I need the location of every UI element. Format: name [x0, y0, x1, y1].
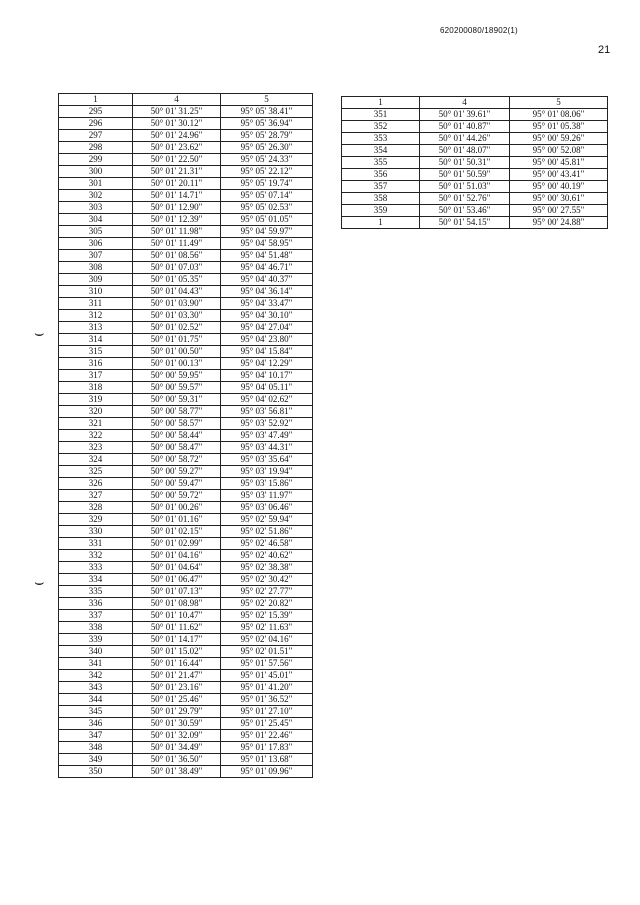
table-row — [59, 190, 313, 202]
longitude-cell: 95° 01' 09.96" — [221, 766, 313, 778]
point-number-cell: 317 — [59, 370, 133, 382]
longitude-cell: 95° 04' 12.29" — [221, 358, 313, 370]
point-number-cell: 306 — [59, 238, 133, 250]
point-number-cell: 357 — [342, 181, 420, 193]
latitude-cell: 50° 01' 31.25" — [133, 106, 221, 118]
latitude-cell: 50° 01' 08.56" — [133, 250, 221, 262]
point-number-cell: 344 — [59, 694, 133, 706]
point-number-cell: 352 — [342, 121, 420, 133]
latitude-cell: 50° 01' 10.47" — [133, 610, 221, 622]
table-row — [59, 202, 313, 214]
latitude-cell: 50° 01' 44.26" — [420, 133, 510, 145]
latitude-cell: 50° 01' 02.52" — [133, 322, 221, 334]
longitude-cell: 95° 02' 38.38" — [221, 562, 313, 574]
column-header-latitude: 4 — [133, 94, 221, 106]
table-row — [342, 133, 608, 145]
longitude-cell: 95° 02' 04.16" — [221, 634, 313, 646]
longitude-cell: 95° 03' 44.31" — [221, 442, 313, 454]
table-row — [59, 622, 313, 634]
point-number-cell: 359 — [342, 205, 420, 217]
longitude-cell: 95° 05' 22.12" — [221, 166, 313, 178]
point-number-cell: 336 — [59, 598, 133, 610]
table-row — [59, 358, 313, 370]
document-id: 620200080/18902(1) — [440, 26, 518, 35]
column-header-point: 1 — [59, 94, 133, 106]
table-body — [59, 106, 313, 778]
table-row — [59, 742, 313, 754]
latitude-cell: 50° 00' 59.72" — [133, 490, 221, 502]
table-row — [59, 406, 313, 418]
latitude-cell: 50° 01' 39.61" — [420, 109, 510, 121]
table-body — [342, 109, 608, 229]
longitude-cell: 95° 04' 58.95" — [221, 238, 313, 250]
column-header-latitude: 4 — [420, 97, 510, 109]
point-number-cell: 334 — [59, 574, 133, 586]
latitude-cell: 50° 01' 12.90" — [133, 202, 221, 214]
latitude-cell: 50° 01' 02.15" — [133, 526, 221, 538]
point-number-cell: 355 — [342, 157, 420, 169]
latitude-cell: 50° 00' 58.44" — [133, 430, 221, 442]
longitude-cell: 95° 01' 41.20" — [221, 682, 313, 694]
table-row — [59, 130, 313, 142]
latitude-cell: 50° 01' 14.17" — [133, 634, 221, 646]
latitude-cell: 50° 01' 24.96" — [133, 130, 221, 142]
longitude-cell: 95° 01' 13.68" — [221, 754, 313, 766]
point-number-cell: 309 — [59, 274, 133, 286]
latitude-cell: 50° 01' 12.39" — [133, 214, 221, 226]
table-row — [59, 394, 313, 406]
latitude-cell: 50° 01' 03.30" — [133, 310, 221, 322]
latitude-cell: 50° 01' 38.49" — [133, 766, 221, 778]
table-row — [59, 262, 313, 274]
latitude-cell: 50° 01' 51.03" — [420, 181, 510, 193]
table-row — [59, 466, 313, 478]
longitude-cell: 95° 01' 17.83" — [221, 742, 313, 754]
point-number-cell: 329 — [59, 514, 133, 526]
point-number-cell: 332 — [59, 550, 133, 562]
latitude-cell: 50° 00' 59.27" — [133, 466, 221, 478]
latitude-cell: 50° 01' 34.49" — [133, 742, 221, 754]
table-row — [59, 658, 313, 670]
point-number-cell: 325 — [59, 466, 133, 478]
latitude-cell: 50° 01' 01.16" — [133, 514, 221, 526]
longitude-cell: 95° 05' 01.05" — [221, 214, 313, 226]
table-row — [342, 121, 608, 133]
latitude-cell: 50° 01' 54.15" — [420, 217, 510, 229]
point-number-cell: 342 — [59, 670, 133, 682]
longitude-cell: 95° 05' 02.53" — [221, 202, 313, 214]
latitude-cell: 50° 01' 36.50" — [133, 754, 221, 766]
table-row — [59, 514, 313, 526]
table-row — [59, 526, 313, 538]
longitude-cell: 95° 00' 24.88" — [510, 217, 608, 229]
table-row — [59, 382, 313, 394]
latitude-cell: 50° 01' 14.71" — [133, 190, 221, 202]
latitude-cell: 50° 01' 53.46" — [420, 205, 510, 217]
point-number-cell: 301 — [59, 178, 133, 190]
point-number-cell: 297 — [59, 130, 133, 142]
table-row — [59, 646, 313, 658]
point-number-cell: 356 — [342, 169, 420, 181]
table-row — [59, 118, 313, 130]
point-number-cell: 307 — [59, 250, 133, 262]
point-number-cell: 313 — [59, 322, 133, 334]
latitude-cell: 50° 01' 20.11" — [133, 178, 221, 190]
table-row — [59, 106, 313, 118]
point-number-cell: 303 — [59, 202, 133, 214]
table-row — [59, 442, 313, 454]
point-number-cell: 315 — [59, 346, 133, 358]
latitude-cell: 50° 01' 21.47" — [133, 670, 221, 682]
point-number-cell: 319 — [59, 394, 133, 406]
latitude-cell: 50° 01' 04.64" — [133, 562, 221, 574]
table-row — [59, 214, 313, 226]
table-row — [342, 145, 608, 157]
column-header-longitude: 5 — [510, 97, 608, 109]
latitude-cell: 50° 01' 40.87" — [420, 121, 510, 133]
point-number-cell: 354 — [342, 145, 420, 157]
point-number-cell: 333 — [59, 562, 133, 574]
point-number-cell: 353 — [342, 133, 420, 145]
point-number-cell: 343 — [59, 682, 133, 694]
table-row — [59, 562, 313, 574]
longitude-cell: 95° 02' 46.58" — [221, 538, 313, 550]
point-number-cell: 1 — [342, 217, 420, 229]
longitude-cell: 95° 05' 07.14" — [221, 190, 313, 202]
point-number-cell: 318 — [59, 382, 133, 394]
point-number-cell: 341 — [59, 658, 133, 670]
table-row — [59, 418, 313, 430]
longitude-cell: 95° 01' 27.10" — [221, 706, 313, 718]
column-header-longitude: 5 — [221, 94, 313, 106]
table-row — [59, 610, 313, 622]
longitude-cell: 95° 00' 52.08" — [510, 145, 608, 157]
point-number-cell: 299 — [59, 154, 133, 166]
table-row — [59, 694, 313, 706]
latitude-cell: 50° 01' 07.03" — [133, 262, 221, 274]
table-row — [59, 310, 313, 322]
point-number-cell: 349 — [59, 754, 133, 766]
point-number-cell: 321 — [59, 418, 133, 430]
latitude-cell: 50° 01' 48.07" — [420, 145, 510, 157]
latitude-cell: 50° 01' 22.50" — [133, 154, 221, 166]
point-number-cell: 347 — [59, 730, 133, 742]
point-number-cell: 338 — [59, 622, 133, 634]
latitude-cell: 50° 01' 29.79" — [133, 706, 221, 718]
table-row — [59, 250, 313, 262]
latitude-cell: 50° 00' 59.47" — [133, 478, 221, 490]
longitude-cell: 95° 03' 15.86" — [221, 478, 313, 490]
latitude-cell: 50° 01' 11.62" — [133, 622, 221, 634]
table-row — [342, 205, 608, 217]
longitude-cell: 95° 02' 01.51" — [221, 646, 313, 658]
longitude-cell: 95° 00' 43.41" — [510, 169, 608, 181]
longitude-cell: 95° 02' 20.82" — [221, 598, 313, 610]
latitude-cell: 50° 00' 59.31" — [133, 394, 221, 406]
latitude-cell: 50° 01' 25.46" — [133, 694, 221, 706]
table-row — [59, 718, 313, 730]
longitude-cell: 95° 05' 26.30" — [221, 142, 313, 154]
longitude-cell: 95° 01' 36.52" — [221, 694, 313, 706]
latitude-cell: 50° 00' 58.57" — [133, 418, 221, 430]
point-number-cell: 310 — [59, 286, 133, 298]
longitude-cell: 95° 02' 11.63" — [221, 622, 313, 634]
table-row — [59, 430, 313, 442]
point-number-cell: 323 — [59, 442, 133, 454]
longitude-cell: 95° 03' 19.94" — [221, 466, 313, 478]
point-number-cell: 324 — [59, 454, 133, 466]
longitude-cell: 95° 02' 51.86" — [221, 526, 313, 538]
latitude-cell: 50° 01' 50.59" — [420, 169, 510, 181]
coordinates-table-left — [58, 93, 313, 778]
table-row — [59, 478, 313, 490]
table-row — [59, 346, 313, 358]
longitude-cell: 95° 02' 30.42" — [221, 574, 313, 586]
coordinates-table-right — [341, 96, 608, 229]
longitude-cell: 95° 04' 36.14" — [221, 286, 313, 298]
table-row — [59, 454, 313, 466]
table-row — [59, 682, 313, 694]
longitude-cell: 95° 00' 59.26" — [510, 133, 608, 145]
latitude-cell: 50° 01' 50.31" — [420, 157, 510, 169]
point-number-cell: 340 — [59, 646, 133, 658]
longitude-cell: 95° 01' 05.38" — [510, 121, 608, 133]
longitude-cell: 95° 04' 33.47" — [221, 298, 313, 310]
point-number-cell: 328 — [59, 502, 133, 514]
point-number-cell: 350 — [59, 766, 133, 778]
point-number-cell: 331 — [59, 538, 133, 550]
table-row — [59, 634, 313, 646]
latitude-cell: 50° 01' 11.98" — [133, 226, 221, 238]
longitude-cell: 95° 04' 15.84" — [221, 346, 313, 358]
point-number-cell: 330 — [59, 526, 133, 538]
point-number-cell: 339 — [59, 634, 133, 646]
point-number-cell: 304 — [59, 214, 133, 226]
table-row — [59, 142, 313, 154]
longitude-cell: 95° 01' 08.06" — [510, 109, 608, 121]
table-row — [59, 166, 313, 178]
latitude-cell: 50° 01' 15.02" — [133, 646, 221, 658]
latitude-cell: 50° 00' 58.72" — [133, 454, 221, 466]
point-number-cell: 322 — [59, 430, 133, 442]
table-row — [342, 193, 608, 205]
point-number-cell: 358 — [342, 193, 420, 205]
latitude-cell: 50° 00' 58.47" — [133, 442, 221, 454]
latitude-cell: 50° 00' 59.95" — [133, 370, 221, 382]
longitude-cell: 95° 04' 27.04" — [221, 322, 313, 334]
longitude-cell: 95° 04' 46.71" — [221, 262, 313, 274]
latitude-cell: 50° 01' 00.50" — [133, 346, 221, 358]
table-row — [342, 181, 608, 193]
table-row — [59, 286, 313, 298]
table-row — [59, 490, 313, 502]
longitude-cell: 95° 02' 59.94" — [221, 514, 313, 526]
longitude-cell: 95° 00' 27.55" — [510, 205, 608, 217]
longitude-cell: 95° 02' 40.62" — [221, 550, 313, 562]
table-row — [59, 334, 313, 346]
longitude-cell: 95° 03' 06.46" — [221, 502, 313, 514]
longitude-cell: 95° 05' 19.74" — [221, 178, 313, 190]
longitude-cell: 95° 00' 40.19" — [510, 181, 608, 193]
page-number: 21 — [598, 44, 611, 56]
latitude-cell: 50° 01' 04.43" — [133, 286, 221, 298]
point-number-cell: 326 — [59, 478, 133, 490]
table-row — [342, 217, 608, 229]
table-header-row — [342, 97, 608, 109]
latitude-cell: 50° 00' 58.77" — [133, 406, 221, 418]
table-row — [59, 766, 313, 778]
table-row — [342, 157, 608, 169]
table-row — [59, 154, 313, 166]
latitude-cell: 50° 01' 08.98" — [133, 598, 221, 610]
longitude-cell: 95° 01' 25.45" — [221, 718, 313, 730]
latitude-cell: 50° 01' 32.09" — [133, 730, 221, 742]
longitude-cell: 95° 04' 59.97" — [221, 226, 313, 238]
point-number-cell: 316 — [59, 358, 133, 370]
longitude-cell: 95° 04' 05.11" — [221, 382, 313, 394]
longitude-cell: 95° 05' 28.79" — [221, 130, 313, 142]
longitude-cell: 95° 02' 27.77" — [221, 586, 313, 598]
point-number-cell: 298 — [59, 142, 133, 154]
longitude-cell: 95° 04' 40.37" — [221, 274, 313, 286]
longitude-cell: 95° 01' 22.46" — [221, 730, 313, 742]
latitude-cell: 50° 01' 30.12" — [133, 118, 221, 130]
table-header-row — [59, 94, 313, 106]
longitude-cell: 95° 03' 11.97" — [221, 490, 313, 502]
point-number-cell: 312 — [59, 310, 133, 322]
table-row — [59, 322, 313, 334]
longitude-cell: 95° 05' 24.33" — [221, 154, 313, 166]
latitude-cell: 50° 01' 05.35" — [133, 274, 221, 286]
point-number-cell: 300 — [59, 166, 133, 178]
point-number-cell: 305 — [59, 226, 133, 238]
point-number-cell: 337 — [59, 610, 133, 622]
latitude-cell: 50° 01' 02.99" — [133, 538, 221, 550]
longitude-cell: 95° 00' 45.81" — [510, 157, 608, 169]
table-row — [59, 370, 313, 382]
longitude-cell: 95° 03' 47.49" — [221, 430, 313, 442]
longitude-cell: 95° 04' 02.62" — [221, 394, 313, 406]
table-row — [59, 586, 313, 598]
longitude-cell: 95° 01' 45.01" — [221, 670, 313, 682]
point-number-cell: 308 — [59, 262, 133, 274]
latitude-cell: 50° 01' 30.59" — [133, 718, 221, 730]
table-row — [59, 730, 313, 742]
longitude-cell: 95° 04' 51.48" — [221, 250, 313, 262]
table-row — [59, 550, 313, 562]
longitude-cell: 95° 04' 30.10" — [221, 310, 313, 322]
latitude-cell: 50° 01' 03.90" — [133, 298, 221, 310]
point-number-cell: 327 — [59, 490, 133, 502]
point-number-cell: 351 — [342, 109, 420, 121]
latitude-cell: 50° 00' 59.57" — [133, 382, 221, 394]
longitude-cell: 95° 00' 30.61" — [510, 193, 608, 205]
longitude-cell: 95° 05' 38.41" — [221, 106, 313, 118]
point-number-cell: 335 — [59, 586, 133, 598]
latitude-cell: 50° 01' 52.76" — [420, 193, 510, 205]
latitude-cell: 50° 01' 00.13" — [133, 358, 221, 370]
column-header-point: 1 — [342, 97, 420, 109]
point-number-cell: 311 — [59, 298, 133, 310]
longitude-cell: 95° 03' 52.92" — [221, 418, 313, 430]
longitude-cell: 95° 01' 57.56" — [221, 658, 313, 670]
point-number-cell: 345 — [59, 706, 133, 718]
table-row — [342, 109, 608, 121]
table-row — [59, 754, 313, 766]
longitude-cell: 95° 04' 10.17" — [221, 370, 313, 382]
table-row — [342, 169, 608, 181]
latitude-cell: 50° 01' 23.62" — [133, 142, 221, 154]
longitude-cell: 95° 03' 56.81" — [221, 406, 313, 418]
point-number-cell: 346 — [59, 718, 133, 730]
latitude-cell: 50° 01' 23.16" — [133, 682, 221, 694]
latitude-cell: 50° 01' 07.13" — [133, 586, 221, 598]
latitude-cell: 50° 01' 11.49" — [133, 238, 221, 250]
latitude-cell: 50° 01' 00.26" — [133, 502, 221, 514]
point-number-cell: 296 — [59, 118, 133, 130]
latitude-cell: 50° 01' 04.16" — [133, 550, 221, 562]
table-row — [59, 274, 313, 286]
binding-mark: ⌣ — [34, 572, 45, 591]
latitude-cell: 50° 01' 01.75" — [133, 334, 221, 346]
table-row — [59, 298, 313, 310]
longitude-cell: 95° 05' 36.94" — [221, 118, 313, 130]
longitude-cell: 95° 02' 15.39" — [221, 610, 313, 622]
binding-mark: ⌣ — [34, 323, 45, 342]
table-row — [59, 598, 313, 610]
point-number-cell: 295 — [59, 106, 133, 118]
table-row — [59, 178, 313, 190]
latitude-cell: 50° 01' 06.47" — [133, 574, 221, 586]
table-row — [59, 226, 313, 238]
point-number-cell: 320 — [59, 406, 133, 418]
longitude-cell: 95° 04' 23.80" — [221, 334, 313, 346]
table-row — [59, 574, 313, 586]
table-row — [59, 238, 313, 250]
table-row — [59, 502, 313, 514]
table-row — [59, 538, 313, 550]
latitude-cell: 50° 01' 16.44" — [133, 658, 221, 670]
point-number-cell: 302 — [59, 190, 133, 202]
latitude-cell: 50° 01' 21.31" — [133, 166, 221, 178]
point-number-cell: 348 — [59, 742, 133, 754]
longitude-cell: 95° 03' 35.64" — [221, 454, 313, 466]
table-row — [59, 670, 313, 682]
table-row — [59, 706, 313, 718]
point-number-cell: 314 — [59, 334, 133, 346]
